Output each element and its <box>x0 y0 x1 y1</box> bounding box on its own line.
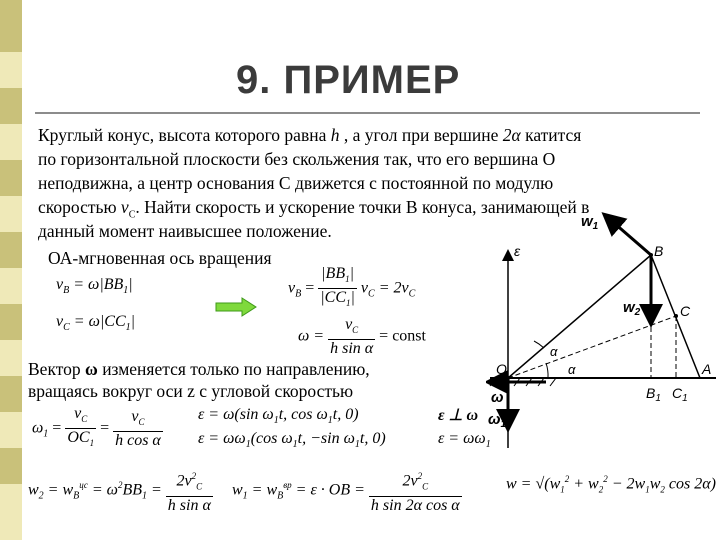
text: . Найти скорость и ускорение точки В конуса, занимающей в <box>135 197 590 217</box>
t: (cos ω <box>250 430 293 447</box>
axis-note: ОА-мгновенная ось вращения <box>48 248 272 268</box>
text: Круглый конус, высота которого равна <box>38 125 327 145</box>
t: = ε · OB = <box>295 481 365 499</box>
t: = ω|CC <box>73 313 126 330</box>
label-a: A <box>702 361 712 377</box>
eps-perp-omega: ε ⊥ ω <box>438 407 479 424</box>
formula-ratio: $v_B$ = $\frac{|BB_1|}{|CC_1|}$ $v_C = 2v_C$ <box>288 265 415 312</box>
omega-fraction: $\frac{v_C}{\text{h sin α}}$ <box>330 316 374 358</box>
t: = const <box>379 327 426 345</box>
t: v <box>56 276 64 293</box>
t: изменяется только по направлению, <box>102 359 370 379</box>
t: = w <box>47 481 74 499</box>
problem-line-2: по горизонтальной плоскости без скольжения так, что его вершина О <box>38 149 556 169</box>
label-w2: $w_2$ <box>623 299 641 318</box>
title-underline <box>35 112 700 114</box>
t: B <box>63 285 70 297</box>
t: v <box>74 405 82 422</box>
t: w <box>232 481 243 499</box>
implies-arrow-icon <box>214 296 258 318</box>
t: v <box>56 313 64 330</box>
t: t, −sin ω <box>297 430 355 447</box>
formula-eps-1: ε = ω(sin $\omega_1t$, $\cos \omega_1t$, 0) <box>198 406 359 427</box>
t: t, 0) <box>359 430 386 447</box>
t: = ω <box>91 481 118 499</box>
label-w1: $w_1$ <box>581 213 599 232</box>
point-b <box>649 253 653 257</box>
angle-arc-1 <box>546 363 548 378</box>
label-b1: $B_1$ <box>646 385 661 404</box>
t: v <box>288 279 296 297</box>
formula-vb: $v_B = \omega|BB_1|$ <box>56 276 133 297</box>
label-alpha-1: α <box>550 344 558 359</box>
t: cos 2α) <box>664 475 716 493</box>
cone-diagram <box>486 212 720 448</box>
t: + w <box>569 475 599 493</box>
label-o: O <box>496 361 507 377</box>
t: v <box>131 408 139 426</box>
t: ε = ω(sin ω <box>198 406 274 423</box>
t: ω <box>32 419 44 437</box>
point-c <box>674 314 678 318</box>
t: 2v <box>402 472 418 490</box>
omega-symbol: ω <box>85 359 98 379</box>
t: w <box>28 481 39 499</box>
t: = w <box>251 481 278 499</box>
t: |CC <box>320 289 346 307</box>
text: , а угол при вершине <box>343 125 499 145</box>
formula-w2: $w_2 = w_B^{цс} = \omega^2BB_1$ = $\frac{2v^2_C}{\text{h sin α}}$ <box>28 468 213 514</box>
problem-line-3: неподвижна, а центр основания С движется с постоянной по модулю <box>38 173 554 193</box>
label-b: B <box>654 243 664 259</box>
t: v <box>345 316 353 333</box>
t: BB <box>122 481 142 499</box>
problem-line-5: данный момент наивысшее положение. <box>38 221 332 241</box>
t: h sin α <box>330 340 374 358</box>
t: 2v <box>176 472 192 490</box>
two-alpha-symbol: 2α <box>502 125 521 145</box>
angle-arc-2 <box>534 341 544 348</box>
formula-omega <box>298 316 426 357</box>
t: v <box>360 279 369 297</box>
t: − 2w <box>607 475 646 493</box>
t: вр <box>283 480 292 491</box>
t: ω = <box>298 327 325 345</box>
vc-symbol: v <box>120 197 129 217</box>
t: w <box>649 475 661 493</box>
t: |BB <box>321 265 346 282</box>
problem-line-1 <box>38 124 581 146</box>
vector-note-1 <box>28 358 370 380</box>
left-decorative-bar <box>0 0 22 540</box>
t: Вектор <box>28 359 81 379</box>
w1-vector <box>606 216 651 255</box>
text: скоростью <box>38 197 117 217</box>
t: = ω|BB <box>73 276 124 293</box>
label-omega: ω <box>491 389 504 406</box>
t: C <box>63 322 70 334</box>
label-omega1: $\omega_1$ <box>488 411 507 430</box>
slide-title: 9. ПРИМЕР <box>236 58 461 102</box>
t: t, 0) <box>332 406 359 423</box>
t: h sin α <box>167 496 211 514</box>
vector-note-2: вращаясь вокруг оси z с угловой скоростью <box>28 381 354 401</box>
ratio-fraction: $\frac{|BB_1|}{|CC_1|}$ <box>320 265 355 309</box>
label-c1: $C_1$ <box>672 385 688 404</box>
t: цс <box>79 480 88 491</box>
eps-abs: $\varepsilon = \omega\omega_1$ <box>438 430 491 451</box>
t: B <box>295 288 302 300</box>
t: ε = ωω <box>198 430 246 447</box>
formula-w-total: $w = √(w_1^2 + w_2^2 - 2w_1w_2$ cos 2α) <box>506 474 716 495</box>
t: = 2v <box>378 279 409 297</box>
formula-eps-2: $\varepsilon = \omega\omega_1(\cos$ $\omega_1t$, −sin $\omega_1t$, 0) <box>198 430 386 451</box>
t: h cos α <box>115 432 161 450</box>
label-alpha-2: α <box>568 362 576 377</box>
t: h sin 2α cos α <box>370 496 460 514</box>
h-symbol: h <box>330 125 340 145</box>
cone-edge-ob <box>508 255 651 378</box>
formula-vc: $v_C = \omega|CC_1|$ <box>56 313 136 334</box>
label-eps: ε <box>514 243 521 259</box>
t: OC <box>67 429 90 447</box>
t: ε = ωω <box>438 430 486 447</box>
t: t, cos ω <box>278 406 328 423</box>
formula-w1: $w_1 = w_B^{вр} = \varepsilon$ · OB = $\frac{2v^2_C}{\text{h sin 2α cos α}}$ <box>232 468 462 514</box>
vc-subscript: C <box>128 209 136 221</box>
formula-omega1: $\omega_1$ = $\frac{v_C}{OC_1}$ = $\frac{v_C}{\text{h cos α}}$ <box>32 405 161 450</box>
t: = <box>151 481 162 499</box>
text: катится <box>525 125 582 145</box>
label-c: C <box>680 303 691 319</box>
t: w = √(w <box>506 475 561 493</box>
